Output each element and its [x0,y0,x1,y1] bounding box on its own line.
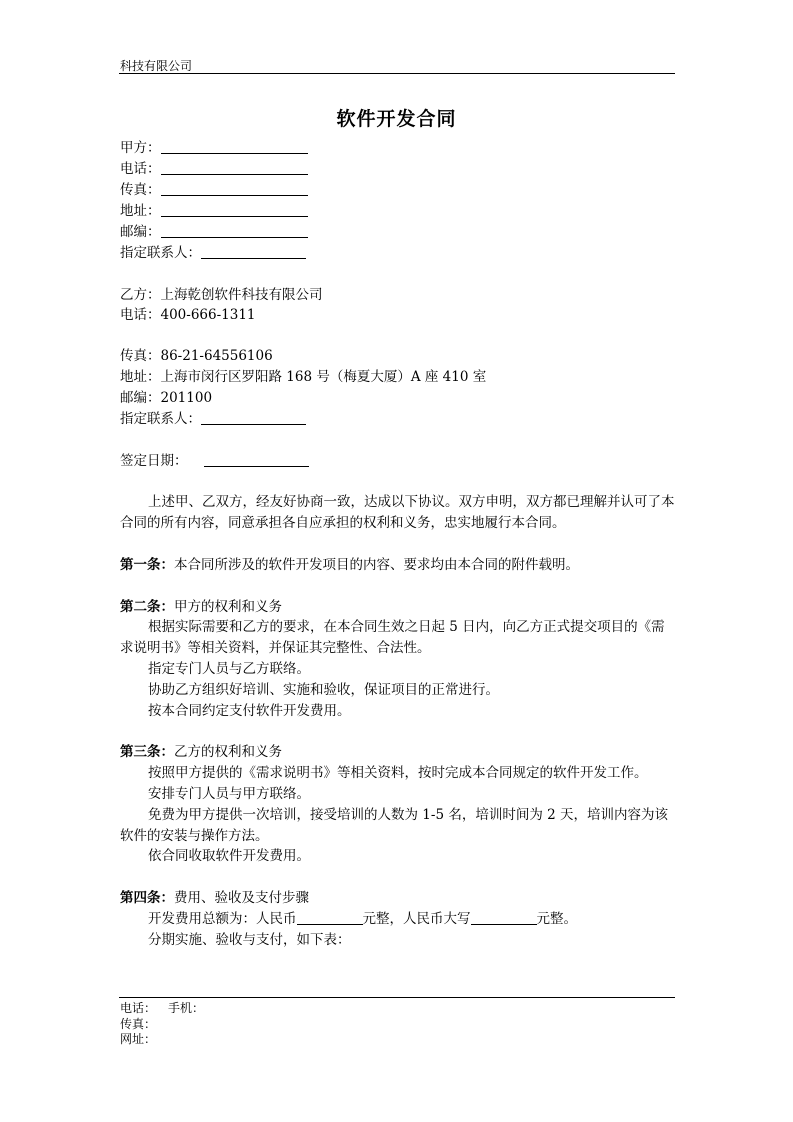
article-3-item-3: 免费为甲方提供一次培训，接受培训的人数为 1-5 名，培训时间为 2 天，培训内容为该软件的安装与操作方法。 [120,807,668,844]
party-a-fax-blank[interactable] [161,181,308,196]
article-4-heading: 第四条： [120,890,174,906]
article-2-item-3: 协助乙方组织好培训、实施和验收，保证项目的正常进行。 [148,682,499,698]
party-a-contact-row [120,243,306,263]
article-4-title: 费用、验收及支付步骤 [174,890,309,906]
party-a-fax-label: 传真： [120,182,161,198]
footer-phone-label: 电话： [120,1001,157,1015]
sign-date-label: 签定日期： [120,453,188,469]
party-a-postcode-label: 邮编： [120,224,161,240]
party-b-name: 乙方：上海乾创软件科技有限公司 [120,287,323,303]
fee-suffix: 元整。 [536,911,577,927]
article-3-title-row [120,742,282,762]
party-a-phone-blank[interactable] [161,160,308,175]
party-a-name-label: 甲方： [120,140,161,156]
footer-website-label: 网址： [120,1032,157,1046]
article-2-item-4: 按本合同约定支付软件开发费用。 [148,703,351,719]
party-a-name-blank[interactable] [161,139,308,154]
article-3-item-4: 依合同收取软件开发费用。 [148,848,310,864]
article-4-fee-row [148,909,577,929]
article-2-title: 甲方的权利和义务 [174,599,282,615]
party-a-postcode-blank[interactable] [161,223,308,238]
sign-date-row [120,451,309,471]
party-b-address: 地址：上海市闵行区罗阳路 168 号（梅夏大厦）A 座 410 室 [120,369,487,385]
party-a-address-blank[interactable] [161,202,308,217]
intro-paragraph: 上述甲、乙双方，经友好协商一致，达成以下协议。双方申明，双方都已理解并认可了本合同的所有内容，同意承担各自应承担的权利和义务，忠实地履行本合同。 [120,494,675,531]
party-b-contact-label: 指定联系人： [120,411,201,427]
party-a-address-row [120,201,308,221]
article-3-item-1: 按照甲方提供的《需求说明书》等相关资料，按时完成本合同规定的软件开发工作。 [148,765,648,781]
party-b-contact-row [120,409,306,429]
party-b-phone: 电话：400-666-1311 [120,307,256,323]
party-a-contact-label: 指定联系人： [120,245,201,261]
article-2-item-1: 根据实际需要和乙方的要求，在本合同生效之日起 5 日内，向乙方正式提交项目的《需求说明书》等相关资料，并保证其完整性、合法性。 [120,619,665,656]
fee-prefix: 开发费用总额为：人民币 [148,911,297,927]
fee-mid: 元整，人民币大写 [362,911,471,927]
footer-mobile-label: 手机： [168,1001,205,1015]
article-2-title-row [120,597,282,617]
article-2-heading: 第二条： [120,599,174,615]
header-rule [119,73,675,74]
header-company: 科技有限公司 [120,59,193,73]
article-4-title-row [120,888,309,908]
article-1-heading: 第一条： [120,557,174,573]
fee-amount-uppercase-blank[interactable] [471,910,537,925]
party-a-postcode-row [120,222,308,242]
contract-title: 软件开发合同 [336,108,457,130]
party-a-phone-row [120,159,308,179]
fee-amount-blank[interactable] [297,910,363,925]
party-a-contact-blank[interactable] [201,244,306,259]
article-2-item-2: 指定专门人员与乙方联络。 [148,661,310,677]
party-b-postcode: 邮编：201100 [120,390,213,406]
footer-rule [119,997,675,998]
party-b-contact-blank[interactable] [201,410,306,425]
footer-fax-label: 传真： [120,1017,157,1031]
article-3-heading: 第三条： [120,744,174,760]
article-3-title: 乙方的权利和义务 [174,744,282,760]
party-a-address-label: 地址： [120,203,161,219]
article-4-installment: 分期实施、验收与支付，如下表： [148,932,351,948]
party-a-phone-label: 电话： [120,161,161,177]
party-b-fax: 传真：86-21-64556106 [120,348,273,364]
party-a-fax-row [120,180,308,200]
article-1-text: 本合同所涉及的软件开发项目的内容、要求均由本合同的附件载明。 [174,557,579,573]
sign-date-blank[interactable] [204,452,309,467]
article-3-item-2: 安排专门人员与甲方联络。 [148,786,310,802]
party-a-name-row [120,138,308,158]
article-1 [120,555,579,575]
